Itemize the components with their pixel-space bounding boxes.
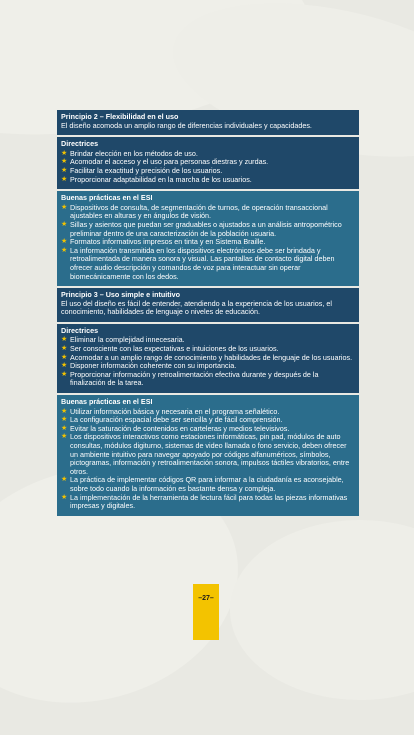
- list-item: ★ Evitar la saturación de contenidos en carteleras y medios televisivos.: [61, 423, 290, 433]
- good-practices-3-box: [57, 395, 359, 516]
- star-icon: ★: [61, 407, 68, 415]
- guidelines-2-box: [57, 137, 359, 189]
- guidelines-3-box: [57, 324, 359, 393]
- list-item: ★ Proporcionar información y retroalimentación efectiva durante y después de la finalización de la tarea.: [61, 369, 319, 388]
- good-practices-2-box: [57, 191, 359, 286]
- star-icon: ★: [61, 149, 68, 157]
- star-icon: ★: [61, 416, 68, 424]
- star-icon: ★: [61, 220, 68, 228]
- principle-3-text: El uso del diseño es fácil de entender, atendiendo a la experiencia de los usuarios, el conocimiento, habilidades de lenguaje o niveles de educación.: [61, 298, 332, 317]
- star-icon: ★: [61, 433, 68, 441]
- principle-2-box: [57, 110, 359, 135]
- list-item: ★ Acomodar el acceso y el uso para personas diestras y zurdas.: [61, 157, 269, 167]
- guidelines-2-list: [61, 150, 355, 184]
- star-icon: ★: [61, 158, 68, 166]
- guidelines-2-heading: Directrices: [61, 139, 99, 149]
- good-practices-3-list: [61, 408, 355, 511]
- list-item: ★ La información transmitida en los dispositivos electrónicos debe ser brindada y retroalimentada de manera sonora y visual. Las pantallas de contacto digital deben ofrecer audio descripción y comandos de voz para interactuar sin operar biomecánicamente con los dedos.: [61, 245, 335, 281]
- star-icon: ★: [61, 493, 68, 501]
- star-icon: ★: [61, 238, 68, 246]
- star-icon: ★: [61, 345, 68, 353]
- principle-3-title: Principio 3 – Uso simple e intuitivo: [61, 290, 181, 300]
- list-item: ★ La configuración espacial debe ser sencilla y de fácil comprensión.: [61, 415, 283, 425]
- list-item: ★ Ser consciente con las expectativas e intuiciones de los usuarios.: [61, 344, 279, 354]
- star-icon: ★: [61, 166, 68, 174]
- star-icon: ★: [61, 203, 68, 211]
- good-practices-2-heading: Buenas prácticas en el ESI: [61, 193, 153, 203]
- list-item: ★ Utilizar información básica y necesaria en el programa señalético.: [61, 406, 280, 416]
- list-item: ★ Disponer información coherente con su importancia.: [61, 361, 237, 371]
- list-item: ★ Acomodar a un amplio rango de conocimiento y habilidades de lenguaje de los usuarios.: [61, 352, 353, 362]
- star-icon: ★: [61, 362, 68, 370]
- principle-2-title: Principio 2 – Flexibilidad en el uso: [61, 112, 179, 121]
- star-icon: ★: [61, 424, 68, 432]
- list-item: ★ La implementación de la herramienta de lectura fácil para todas las piezas informativas impresas y digitales.: [61, 492, 348, 511]
- star-icon: ★: [61, 476, 68, 484]
- good-practices-2-list: [61, 204, 355, 281]
- good-practices-3-heading: Buenas prácticas en el ESI: [61, 397, 153, 407]
- list-item: ★ Proporcionar adaptabilidad en la marcha de los usuarios.: [61, 174, 252, 184]
- guidelines-3-list: [61, 336, 355, 388]
- list-item: ★ Los dispositivos interactivos como estaciones informáticas, pin pad, módulos de auto consultas, módulos digiturno, sistemas de video llamada o fono servicio, deben ofrecer un ambiente intuitivo para navegar apoyado por códigos alfanuméricos, símbolos, pictogramas, información y retroalimentación sonora, impulsos táctiles vibratorios, entre otros.: [61, 432, 350, 476]
- principle-3-box: [57, 288, 359, 322]
- list-item: ★ Facilitar la exactitud y precisión de los usuarios.: [61, 165, 223, 175]
- list-item: ★ Sillas y asientos que puedan ser graduables o ajustados a un análisis antropométrico preliminar dentro de una caracterización de la población usuaria.: [61, 219, 342, 238]
- star-icon: ★: [61, 246, 68, 254]
- list-item: ★ Dispositivos de consulta, de segmentación de turnos, de operación transaccional ajustables en alturas y en ángulos de visión.: [61, 202, 328, 221]
- star-icon: ★: [61, 336, 68, 344]
- star-icon: ★: [61, 353, 68, 361]
- list-item: ★ La práctica de implementar códigos QR para informar a la ciudadanía es aconsejable, sobre todo cuando la información es bastante densa y compleja.: [61, 475, 344, 493]
- page-number: –27–: [193, 584, 219, 640]
- guidelines-3-heading: Directrices: [61, 325, 99, 335]
- list-item: ★ Formatos informativos impresos en tinta y en Sistema Braille.: [61, 237, 266, 247]
- principle-2-text: El diseño acomoda un amplio rango de diferencias individuales y capacidades.: [61, 120, 312, 130]
- list-item: ★ Eliminar la complejidad innecesaria.: [61, 335, 185, 345]
- principles-panel: [57, 110, 359, 516]
- background-shape: [230, 520, 414, 700]
- list-item: ★ Brindar elección en los métodos de uso.: [61, 148, 198, 158]
- star-icon: ★: [61, 370, 68, 378]
- star-icon: ★: [61, 175, 68, 183]
